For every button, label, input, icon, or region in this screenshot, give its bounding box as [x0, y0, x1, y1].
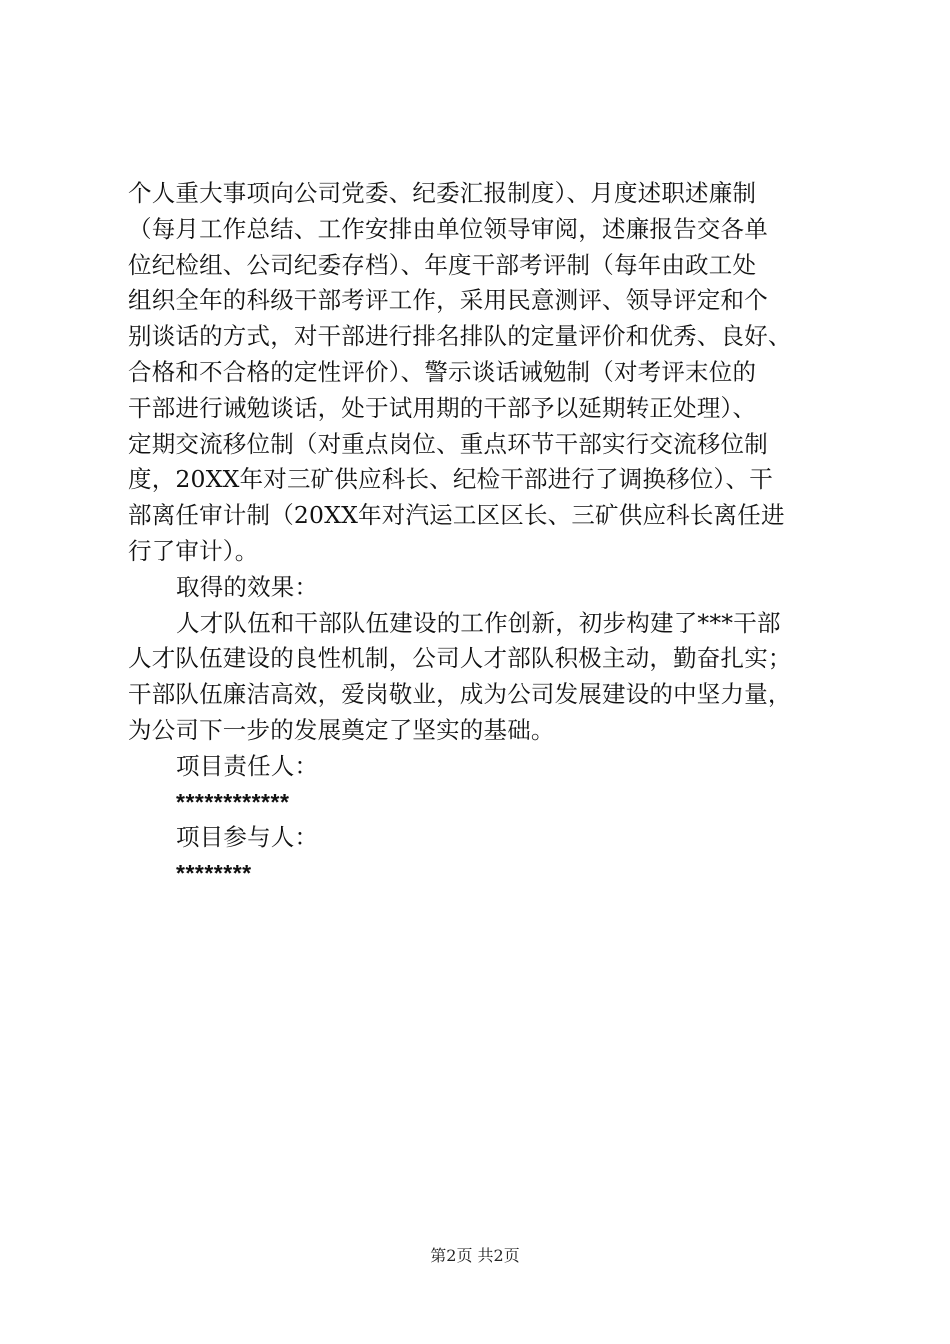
paragraph-line: 行了审计）。	[128, 536, 259, 565]
paragraph-line: 组织全年的科级干部考评工作，采用民意测评、领导评定和个	[128, 286, 768, 315]
paragraph-line: 部离任审计制（20XX年对汽运工区区长、三矿供应科长离任进	[128, 501, 785, 530]
participant-value: ********	[176, 860, 252, 887]
paragraph-line: 定期交流移位制（对重点岗位、重点环节干部实行交流移位制	[128, 429, 768, 458]
paragraph-line: 位纪检组、公司纪委存档）、年度干部考评制（每年由政工处	[128, 250, 757, 279]
responsible-label: 项目责任人：	[176, 751, 319, 780]
results-line: 为公司下一步的发展奠定了坚实的基础。	[128, 715, 555, 744]
results-line: 人才队伍和干部队伍建设的工作创新，初步构建了***干部	[176, 608, 781, 637]
paragraph-line: 别谈话的方式，对干部进行排名排队的定量评价和优秀、良好、	[128, 322, 792, 351]
results-line: 干部队伍廉洁高效，爱岗敬业，成为公司发展建设的中坚力量，	[128, 680, 792, 709]
paragraph-line: 度，20XX年对三矿供应科长、纪检干部进行了调换移位）、干	[128, 465, 773, 494]
responsible-value: ************	[176, 788, 290, 815]
paragraph-line: 干部进行诫勉谈话，处于试用期的干部予以延期转正处理）、	[128, 393, 757, 422]
results-line: 人才队伍建设的良性机制，公司人才部队积极主动，勤奋扎实；	[128, 644, 792, 673]
document-body	[128, 176, 848, 892]
results-heading: 取得的效果：	[176, 572, 319, 601]
participant-label: 项目参与人：	[176, 823, 319, 852]
paragraph-line: （每月工作总结、工作安排由单位领导审阅，述廉报告交各单	[128, 214, 768, 243]
paragraph-line: 合格和不合格的定性评价）、警示谈话诫勉制（对考评末位的	[128, 357, 757, 386]
paragraph-line: 个人重大事项向公司党委、纪委汇报制度）、月度述职述廉制	[128, 179, 757, 207]
page-footer: 第2页 共2页	[430, 1246, 520, 1265]
